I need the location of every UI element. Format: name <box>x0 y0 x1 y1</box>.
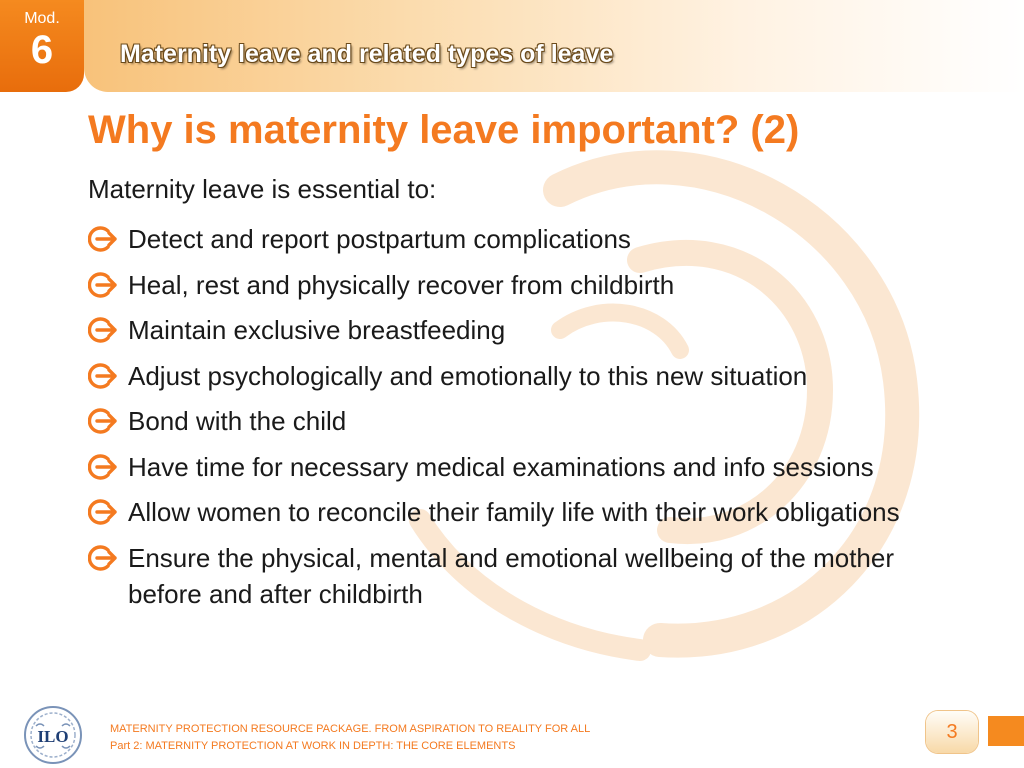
bullet-text: Ensure the physical, mental and emotional wellbeing of the mother before and after childbirth <box>128 542 894 609</box>
footer-accent-stripe <box>988 716 1024 746</box>
bullet-item <box>88 267 968 303</box>
bullet-text: Detect and report postpartum complications <box>128 224 631 254</box>
circled-arrow-right-icon <box>88 498 118 526</box>
module-label: Mod. <box>24 10 60 27</box>
bullet-list <box>88 221 968 621</box>
circled-arrow-right-icon <box>88 362 118 390</box>
module-badge <box>0 0 84 92</box>
bullet-item <box>88 221 968 257</box>
circled-arrow-right-icon <box>88 316 118 344</box>
bullet-text: Bond with the child <box>128 406 347 436</box>
ilo-logo-text: ILO <box>37 727 69 746</box>
slide-title: Why is maternity leave important? (2) <box>88 108 800 152</box>
bullet-text: Adjust psychologically and emotionally to this new situation <box>128 360 808 391</box>
ilo-logo <box>22 704 84 766</box>
bullet-item <box>88 403 968 439</box>
bullet-item <box>88 312 968 348</box>
circled-arrow-right-icon <box>88 407 118 435</box>
circled-arrow-right-icon <box>88 271 118 299</box>
module-number: 6 <box>30 28 54 72</box>
bullet-item <box>88 358 968 394</box>
circled-arrow-right-icon <box>88 225 118 253</box>
circled-arrow-right-icon <box>88 453 118 481</box>
bullet-item <box>88 449 968 485</box>
bullet-item <box>88 540 968 612</box>
bullet-text: Maintain exclusive breastfeeding <box>128 315 506 345</box>
bullet-text: Heal, rest and physically recover from childbirth <box>128 269 675 300</box>
bullet-item <box>88 494 968 530</box>
bullet-text: Have time for necessary medical examinations and info sessions <box>128 451 874 482</box>
footer-part-title: Part 2: MATERNITY PROTECTION AT WORK IN DEPTH: THE CORE ELEMENTS <box>110 740 516 752</box>
header-title: Maternity leave and related types of leave <box>120 40 614 68</box>
circled-arrow-right-icon <box>88 544 118 572</box>
footer-package-title: MATERNITY PROTECTION RESOURCE PACKAGE. FROM ASPIRATION TO REALITY FOR ALL <box>110 723 591 735</box>
bullet-text: Allow women to reconcile their family life with their work obligations <box>128 497 900 527</box>
page-number: 3 <box>926 711 978 753</box>
intro-text: Maternity leave is essential to: <box>88 174 437 204</box>
